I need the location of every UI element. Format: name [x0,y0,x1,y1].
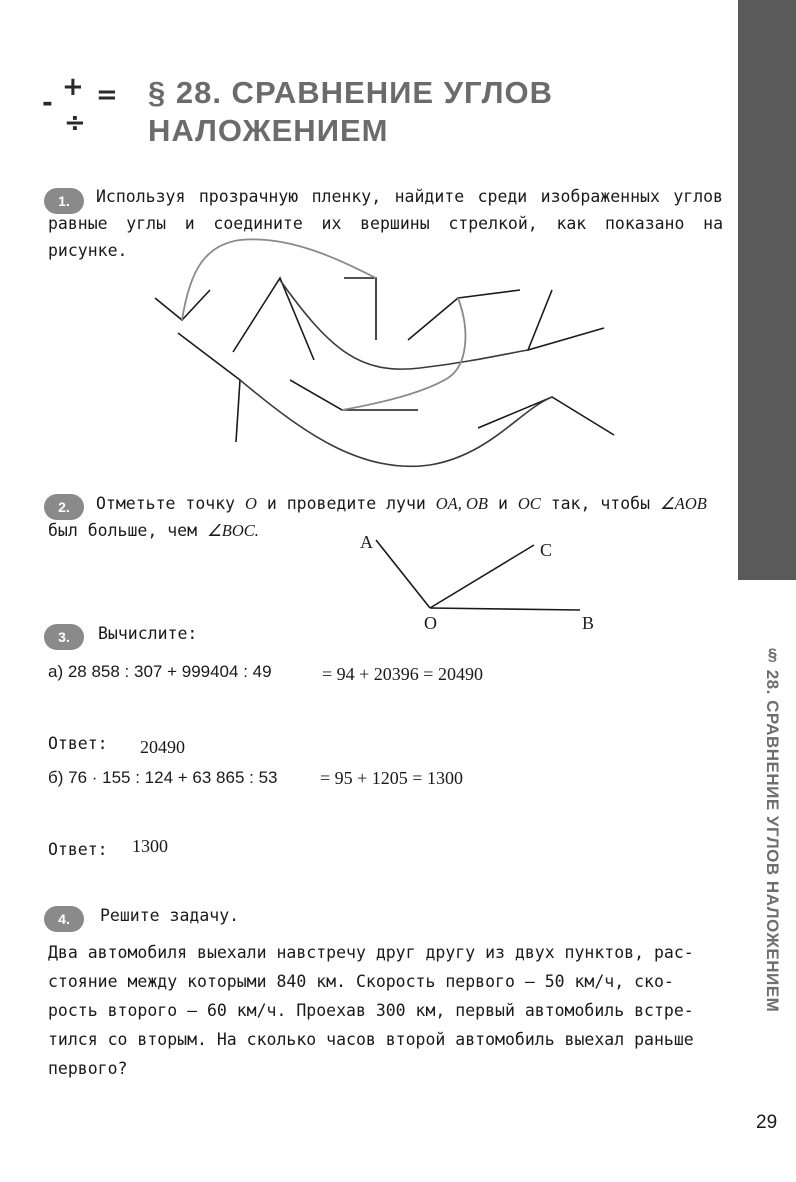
task-1-text: Используя прозрачную пленку, найдите среди изображенных углов равные углы и соедините их вершины стрелкой, как показано на рисунке. [48,187,723,260]
label-b: B [582,613,595,633]
task-3a-solution: = 94 + 20396 = 20490 [322,664,483,684]
label-c: C [540,540,553,560]
ray-ob [430,608,580,610]
task-2-text-line2: был больше, чем [48,521,198,540]
label-a: A [360,532,373,552]
task-3a-expression: а) 28 858 : 307 + 999404 : 49 [48,662,272,681]
page-number: 29 [756,1112,778,1133]
task-2-text-a: Отметьте точку [96,494,236,513]
task-2-text-so: так, чтобы [550,494,651,513]
problem-line: Два автомобиля выехали навстречу друг другу из двух пунктов, рас- [48,943,694,962]
problem-line: стояние между которыми 840 км. Скорость первого — 50 км/ч, ско- [48,972,674,991]
task-4-badge: 4. [44,906,84,932]
task-3b-answer-label: Ответ: [48,840,108,859]
task-1-badge: 1. [44,188,84,214]
task-3b-expression: б) 76 · 155 : 124 + 63 865 : 53 [48,768,278,787]
point-o: O [245,494,257,513]
task-3b-answer: 1300 [132,836,168,856]
problem-line: тился со вторым. На сколько часов второй автомобиль выехал раньше [48,1030,694,1049]
task-2-text-and: и [497,494,508,513]
task-3-text: Вычислите: [98,624,198,643]
rays: OA, OB [435,494,489,513]
task-2-text-b: и проведите лучи [266,494,426,513]
problem-line: рость второго — 60 км/ч. Проехав 300 км, первый автомобиль встре- [48,1001,694,1020]
ray-c: OC [517,494,541,513]
equals-icon: = [96,80,118,110]
divide-icon: ÷ [64,108,86,138]
task-4-heading: Решите задачу. [100,906,240,925]
problem-line: первого? [48,1059,128,1078]
title-line-1: § 28. СРАВНЕНИЕ УГЛОВ [148,75,554,110]
plus-icon: + [62,72,84,102]
angle-aob: ∠AOB [659,494,707,513]
ray-oc [430,545,534,608]
task-4-problem [48,938,728,1083]
angle-boc: ∠BOC. [206,521,259,540]
task-3-badge: 3. [44,624,84,650]
task-3a-answer: 20490 [140,737,185,757]
task-3a-answer-label: Ответ: [48,734,108,753]
ray-oa [376,540,430,608]
task-2-badge: 2. [44,494,84,520]
label-o: O [424,613,437,633]
task-3b-solution: = 95 + 1205 = 1300 [320,768,463,788]
side-tab-text: § 28. СРАВНЕНИЕ УГЛОВ НАЛОЖЕНИЕМ [763,645,782,1013]
title-line-2: НАЛОЖЕНИЕМ [148,113,389,148]
minus-icon: - [42,88,53,118]
